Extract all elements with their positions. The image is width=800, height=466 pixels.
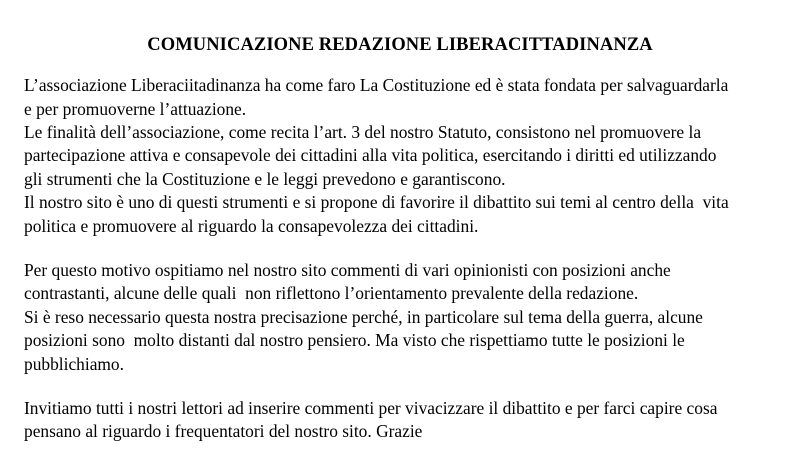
paragraph-line: L’associazione Liberaciitadinanza ha come faro La Costituzione ed è stata fondata per salvaguardarla — [24, 75, 729, 96]
paragraph-line: pubblichiamo. — [24, 353, 124, 374]
paragraph-line: Invitiamo tutti i nostri lettori ad inserire commenti per vivacizzare il dibattito e per farci capire cosa — [24, 398, 718, 419]
paragraph-line: posizioni sono molto distanti dal nostro pensiero. Ma visto che rispettiamo tutte le posizioni le — [24, 330, 685, 351]
document-body — [18, 74, 782, 444]
paragraph-line: politica e promuovere al riguardo la consapevolezza dei cittadini. — [24, 215, 479, 236]
paragraph-line: Il nostro sito è uno di questi strumenti e si propone di favorire il dibattito sui temi al centro della vita — [24, 192, 729, 213]
paragraph-spacer — [24, 238, 776, 259]
paragraph-line: Le finalità dell’associazione, come recita l’art. 3 del nostro Statuto, consistono nel promuovere la — [24, 122, 702, 142]
page-title: COMUNICAZIONE REDAZIONE LIBERACITTADINANZA — [147, 35, 653, 55]
paragraph-line: pensano al riguardo i frequentatori del nostro sito. Grazie — [24, 421, 423, 442]
paragraph-line: Si è reso necessario questa nostra precisazione perché, in particolare sul tema della guerra, alcune — [24, 306, 703, 327]
paragraph-line: Per questo motivo ospitiamo nel nostro sito commenti di vari opinionisti con posizioni anche — [24, 260, 671, 281]
paragraph-line: gli strumenti che la Costituzione e le leggi prevedono e garantiscono. — [24, 168, 506, 189]
paragraph-line: e per promuoverne l’attuazione. — [24, 98, 247, 119]
paragraph-2 — [24, 259, 776, 376]
paragraph-line: contrastanti, alcune delle quali non riflettono l’orientamento prevalente della redazione. — [24, 283, 639, 304]
paragraph-1 — [24, 74, 776, 238]
paragraph-line: partecipazione attiva e consapevole dei cittadini alla vita politica, esercitando i diritti ed utilizzando — [24, 145, 717, 166]
paragraph-3 — [24, 397, 776, 444]
paragraph-spacer — [24, 376, 776, 397]
